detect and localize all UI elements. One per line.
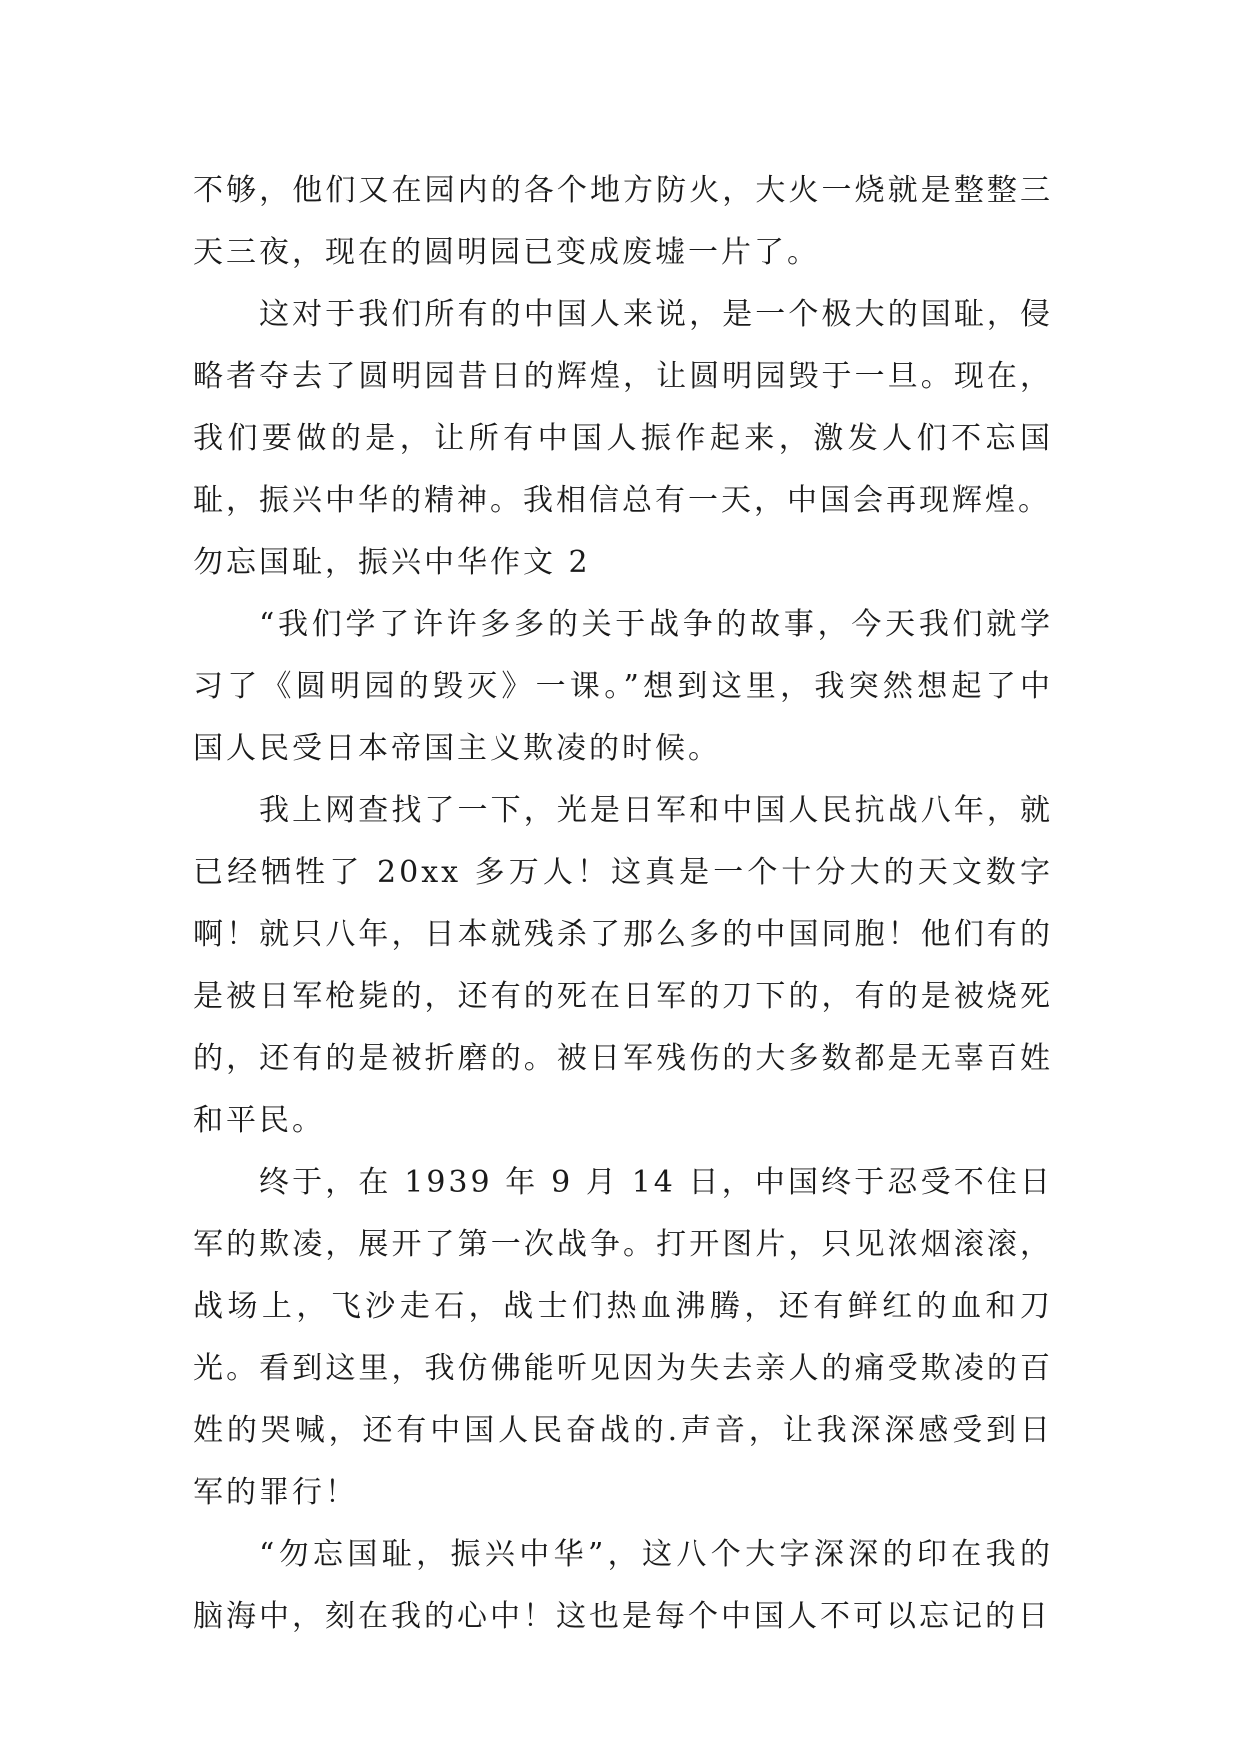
paragraph-4: 我上网查找了一下，光是日军和中国人民抗战八年，就已经牺牲了 20xx 多万人！这真是一个十分大的天文数字啊！就只八年，日本就残杀了那么多的中国同胞！他们有的是被日军枪毙的，还有的死在日军的刀下的，有的是被烧死的，还有的是被折磨的。被日军残伤的大多数都是无辜百姓和平民。: [193, 793, 1053, 1138]
paragraph-5: 终于，在 1939 年 9 月 14 日，中国终于忍受不住日军的欺凌，展开了第一次战争。打开图片，只见浓烟滚滚，战场上，飞沙走石，战士们热血沸腾，还有鲜红的血和刀光。看到这里，我仿佛能听见因为失去亲人的痛受欺凌的百姓的哭喊，还有中国人民奋战的.声音，让我深深感受到日军的罪行！: [193, 1165, 1053, 1510]
paragraph-6: “勿忘国耻，振兴中华”，这八个大字深深的印在我的脑海中，刻在我的心中！这也是每个中国人不可以忘记的日: [193, 1537, 1053, 1634]
paragraph-2: 这对于我们所有的中国人来说，是一个极大的国耻，侵略者夺去了圆明园昔日的辉煌，让圆明园毁于一旦。现在，我们要做的是，让所有中国人振作起来，激发人们不忘国耻，振兴中华的精神。我相信总有一天，中国会再现辉煌。: [193, 297, 1053, 518]
paragraph-3: “我们学了许许多多的关于战争的故事，今天我们就学习了《圆明园的毁灭》一课。”想到这里，我突然想起了中国人民受日本帝国主义欺凌的时候。: [193, 607, 1053, 766]
essay-heading: 勿忘国耻，振兴中华作文 2: [193, 545, 591, 580]
document-body: [193, 160, 1053, 1648]
paragraph-1: 不够，他们又在园内的各个地方防火，大火一烧就是整整三天三夜，现在的圆明园已变成废墟一片了。: [193, 173, 1053, 270]
